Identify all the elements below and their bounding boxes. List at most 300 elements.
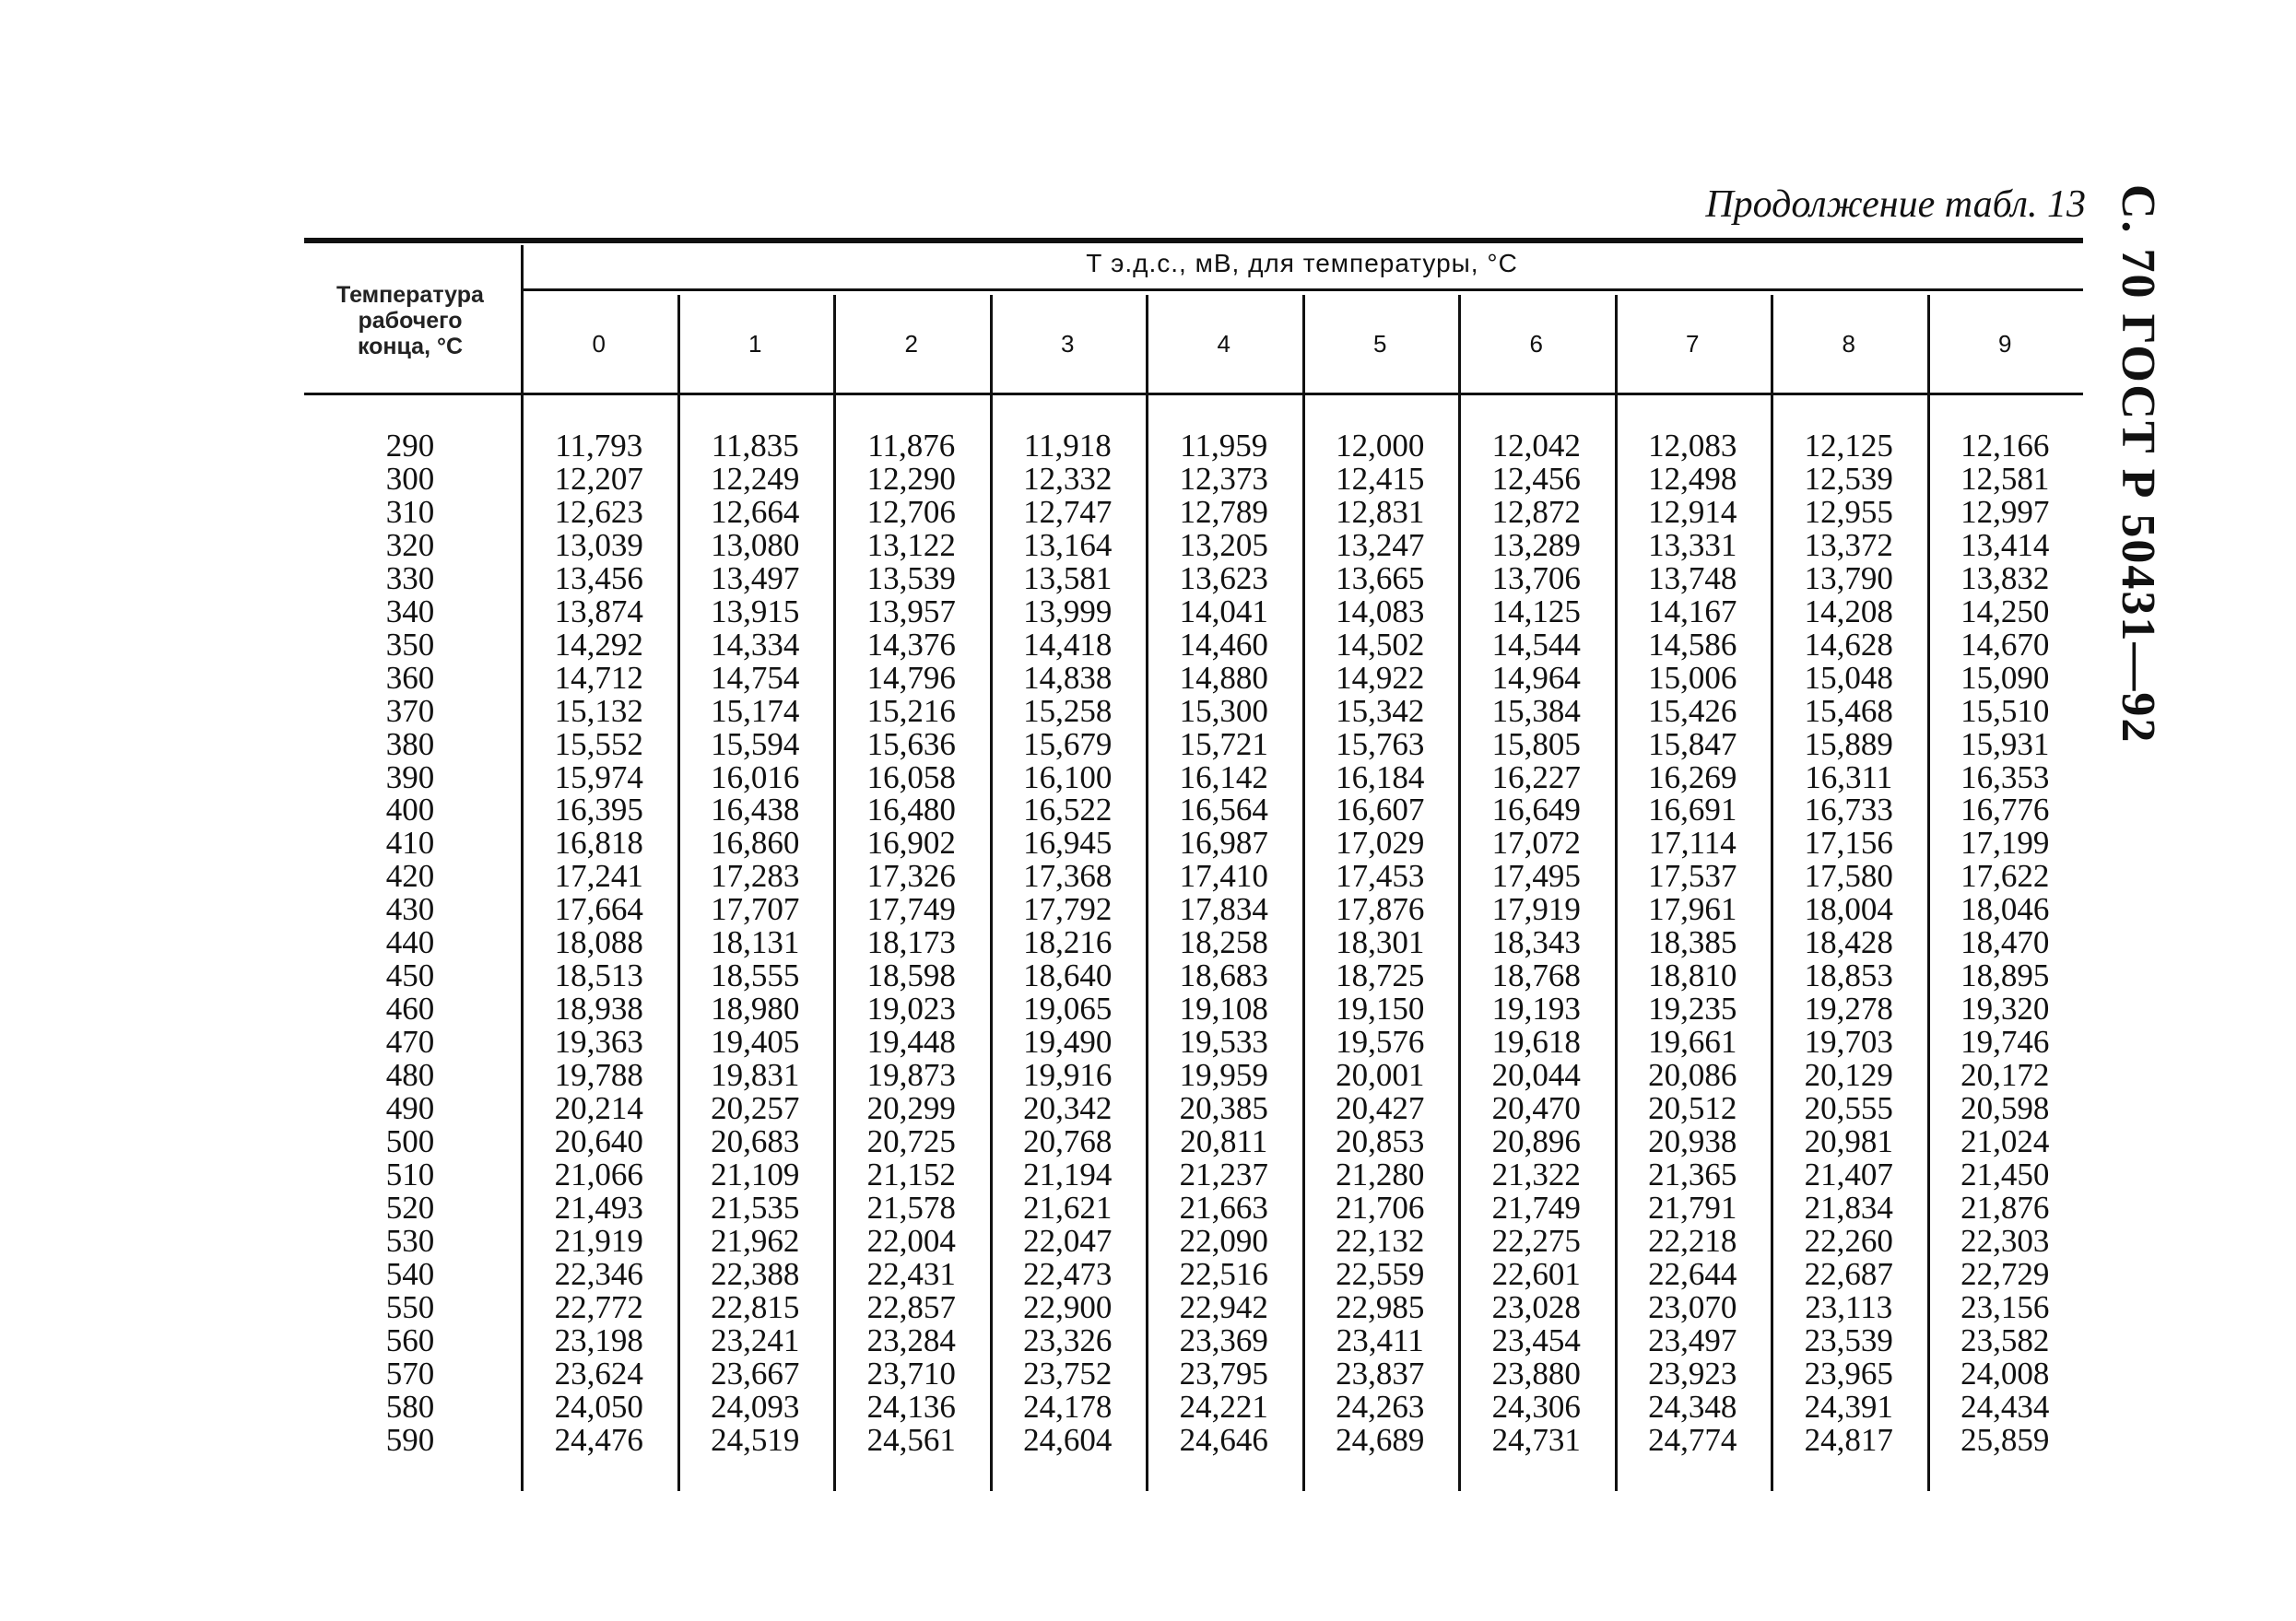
emf-value: 22,857	[866, 1288, 956, 1325]
emf-value: 13,372	[1804, 526, 1893, 563]
emf-value: 21,280	[1336, 1156, 1425, 1192]
row-temperature: 490	[385, 1090, 435, 1126]
emf-value: 17,156	[1804, 825, 1893, 862]
emf-value: 20,214	[554, 1090, 643, 1126]
emf-value: 17,876	[1336, 891, 1425, 928]
emf-value: 23,497	[1648, 1321, 1737, 1358]
emf-value: 14,796	[866, 659, 956, 696]
emf-value: 24,561	[866, 1421, 956, 1458]
emf-value: 14,670	[1960, 626, 2050, 663]
emf-value: 24,519	[711, 1421, 800, 1458]
emf-value: 18,004	[1804, 891, 1893, 928]
emf-value: 13,623	[1179, 559, 1268, 596]
emf-value: 23,923	[1648, 1355, 1737, 1392]
emf-value: 17,410	[1179, 858, 1268, 895]
emf-value: 13,164	[1023, 526, 1113, 563]
column-header-6: 6	[1529, 330, 1543, 358]
emf-value: 16,818	[554, 825, 643, 862]
emf-value: 22,815	[711, 1288, 800, 1325]
emf-value: 17,495	[1491, 858, 1581, 895]
emf-value: 18,258	[1179, 924, 1268, 961]
table-row	[304, 1288, 2083, 1325]
table-row	[304, 659, 2083, 696]
emf-value: 18,555	[711, 957, 800, 994]
emf-value: 18,216	[1023, 924, 1113, 961]
emf-value: 15,594	[711, 725, 800, 762]
emf-value: 13,039	[554, 526, 643, 563]
emf-value: 16,691	[1648, 792, 1737, 828]
emf-value: 21,535	[711, 1189, 800, 1226]
table-row	[304, 1092, 2083, 1125]
emf-value: 24,434	[1960, 1388, 2050, 1425]
emf-value: 13,581	[1023, 559, 1113, 596]
emf-value: 15,974	[554, 758, 643, 795]
emf-value: 24,646	[1179, 1421, 1268, 1458]
emf-value: 23,326	[1023, 1321, 1113, 1358]
emf-value: 12,000	[1336, 428, 1425, 464]
emf-value: 17,537	[1648, 858, 1737, 895]
emf-value: 19,150	[1336, 991, 1425, 1028]
emf-value: 20,129	[1804, 1057, 1893, 1094]
emf-value: 21,834	[1804, 1189, 1893, 1226]
emf-value: 13,957	[866, 593, 956, 629]
column-header-1: 1	[748, 330, 762, 358]
row-temperature: 480	[385, 1057, 435, 1094]
emf-value: 19,788	[554, 1057, 643, 1094]
emf-value: 18,301	[1336, 924, 1425, 961]
table-row	[304, 1059, 2083, 1092]
emf-value: 21,109	[711, 1156, 800, 1192]
emf-value: 23,539	[1804, 1321, 1893, 1358]
row-temperature: 470	[385, 1024, 435, 1061]
table-row	[304, 1388, 2083, 1425]
emf-value: 23,369	[1179, 1321, 1268, 1358]
emf-value: 18,895	[1960, 957, 2050, 994]
emf-value: 20,981	[1804, 1122, 1893, 1159]
emf-value: 12,166	[1960, 428, 2050, 464]
emf-value: 19,533	[1179, 1024, 1268, 1061]
emf-value: 15,258	[1023, 692, 1113, 729]
emf-value: 23,241	[711, 1321, 800, 1358]
emf-value: 18,683	[1179, 957, 1268, 994]
emf-value: 14,041	[1179, 593, 1268, 629]
emf-value: 14,544	[1491, 626, 1581, 663]
emf-value: 24,731	[1491, 1421, 1581, 1458]
table-row	[304, 1357, 2083, 1391]
emf-value: 19,490	[1023, 1024, 1113, 1061]
emf-value: 22,303	[1960, 1222, 2050, 1259]
emf-value: 17,199	[1960, 825, 2050, 862]
emf-value: 19,363	[554, 1024, 643, 1061]
emf-value: 23,667	[711, 1355, 800, 1392]
emf-value: 22,431	[866, 1255, 956, 1292]
emf-value: 18,088	[554, 924, 643, 961]
emf-value: 15,426	[1648, 692, 1737, 729]
emf-value: 18,980	[711, 991, 800, 1028]
emf-value: 21,407	[1804, 1156, 1893, 1192]
table-row	[304, 460, 2083, 497]
row-temperature: 390	[385, 758, 435, 795]
emf-value: 15,342	[1336, 692, 1425, 729]
row-temperature: 300	[385, 460, 435, 497]
row-temperature: 550	[385, 1288, 435, 1325]
emf-value: 20,427	[1336, 1090, 1425, 1126]
emf-value: 15,174	[711, 692, 800, 729]
emf-value: 16,353	[1960, 758, 2050, 795]
row-temperature: 540	[385, 1255, 435, 1292]
emf-value: 14,628	[1804, 626, 1893, 663]
table-row	[304, 1255, 2083, 1292]
table-row	[304, 993, 2083, 1026]
emf-value: 20,342	[1023, 1090, 1113, 1126]
row-temperature: 580	[385, 1388, 435, 1425]
emf-value: 14,167	[1648, 593, 1737, 629]
emf-value: 18,046	[1960, 891, 2050, 928]
emf-value: 17,114	[1648, 825, 1737, 862]
emf-value: 12,373	[1179, 460, 1268, 497]
table-row	[304, 758, 2083, 795]
emf-value: 12,997	[1960, 493, 2050, 530]
emf-value: 21,749	[1491, 1189, 1581, 1226]
row-temperature: 370	[385, 692, 435, 729]
emf-value: 15,847	[1648, 725, 1737, 762]
emf-value: 21,962	[711, 1222, 800, 1259]
emf-value: 24,008	[1960, 1355, 2050, 1392]
emf-value: 24,774	[1648, 1421, 1737, 1458]
emf-value: 16,058	[866, 758, 956, 795]
emf-value: 18,768	[1491, 957, 1581, 994]
emf-value: 13,665	[1336, 559, 1425, 596]
emf-value: 13,497	[711, 559, 800, 596]
emf-value: 20,725	[866, 1122, 956, 1159]
row-temperature: 450	[385, 957, 435, 994]
emf-value: 11,918	[1023, 428, 1112, 464]
stub-header-line: конца, °С	[357, 334, 464, 359]
table-row	[304, 526, 2083, 563]
emf-value: 22,346	[554, 1255, 643, 1292]
emf-value: 21,876	[1960, 1189, 2050, 1226]
emf-value: 19,618	[1491, 1024, 1581, 1061]
row-temperature: 360	[385, 659, 435, 696]
group-header-rule	[521, 288, 2083, 291]
emf-value: 17,072	[1491, 825, 1581, 862]
emf-value: 22,090	[1179, 1222, 1268, 1259]
emf-value: 13,748	[1648, 559, 1737, 596]
emf-value: 16,016	[711, 758, 800, 795]
table-row	[304, 1158, 2083, 1192]
table-row	[304, 827, 2083, 860]
emf-value: 14,125	[1491, 593, 1581, 629]
emf-value: 18,853	[1804, 957, 1893, 994]
emf-value: 15,636	[866, 725, 956, 762]
table-row	[304, 725, 2083, 762]
emf-value: 13,331	[1648, 526, 1737, 563]
emf-value: 21,322	[1491, 1156, 1581, 1192]
column-header-9: 9	[1998, 330, 2012, 358]
emf-value: 16,100	[1023, 758, 1113, 795]
row-temperature: 500	[385, 1122, 435, 1159]
column-header-8: 8	[1842, 330, 1855, 358]
emf-value: 15,552	[554, 725, 643, 762]
emf-value: 15,679	[1023, 725, 1113, 762]
row-temperature: 320	[385, 526, 435, 563]
emf-value: 17,664	[554, 891, 643, 928]
emf-value: 18,938	[554, 991, 643, 1028]
row-temperature: 380	[385, 725, 435, 762]
emf-value: 21,493	[554, 1189, 643, 1226]
emf-value: 14,208	[1804, 593, 1893, 629]
emf-value: 15,721	[1179, 725, 1268, 762]
emf-value: 12,125	[1804, 428, 1893, 464]
emf-value: 12,083	[1648, 428, 1737, 464]
emf-value: 23,880	[1491, 1355, 1581, 1392]
emf-value: 23,070	[1648, 1288, 1737, 1325]
row-temperature: 420	[385, 858, 435, 895]
emf-value: 19,448	[866, 1024, 956, 1061]
row-temperature: 530	[385, 1222, 435, 1259]
row-temperature: 590	[385, 1421, 435, 1458]
emf-value: 23,837	[1336, 1355, 1425, 1392]
emf-value: 22,729	[1960, 1255, 2050, 1292]
gost-page-label: С. 70 ГОСТ Р 50431—92	[2112, 184, 2164, 745]
emf-value: 12,623	[554, 493, 643, 530]
emf-value: 12,042	[1491, 428, 1581, 464]
emf-value: 15,132	[554, 692, 643, 729]
emf-value: 16,184	[1336, 758, 1425, 795]
emf-value: 14,964	[1491, 659, 1581, 696]
emf-value: 16,522	[1023, 792, 1113, 828]
emf-value: 19,959	[1179, 1057, 1268, 1094]
emf-value: 20,853	[1336, 1122, 1425, 1159]
table-row	[304, 860, 2083, 893]
emf-value: 22,900	[1023, 1288, 1113, 1325]
emf-value: 14,250	[1960, 593, 2050, 629]
emf-value: 20,640	[554, 1122, 643, 1159]
emf-value: 20,768	[1023, 1122, 1113, 1159]
emf-value: 21,450	[1960, 1156, 2050, 1192]
emf-value: 18,810	[1648, 957, 1737, 994]
emf-value: 24,178	[1023, 1388, 1113, 1425]
table-row	[304, 959, 2083, 993]
emf-value: 14,712	[554, 659, 643, 696]
emf-value: 18,385	[1648, 924, 1737, 961]
emf-value: 15,889	[1804, 725, 1893, 762]
emf-value: 22,260	[1804, 1222, 1893, 1259]
emf-value: 15,090	[1960, 659, 2050, 696]
emf-value: 17,961	[1648, 891, 1737, 928]
emf-value: 13,122	[866, 526, 956, 563]
table-row	[304, 926, 2083, 959]
table-row	[304, 692, 2083, 729]
emf-value: 22,601	[1491, 1255, 1581, 1292]
emf-value: 13,080	[711, 526, 800, 563]
emf-value: 21,919	[554, 1222, 643, 1259]
emf-value: 12,290	[866, 460, 956, 497]
emf-value: 16,902	[866, 825, 956, 862]
emf-value: 24,348	[1648, 1388, 1737, 1425]
emf-value: 15,805	[1491, 725, 1581, 762]
emf-value: 21,237	[1179, 1156, 1268, 1192]
emf-value: 23,752	[1023, 1355, 1113, 1392]
table-row	[304, 1026, 2083, 1059]
emf-value: 22,772	[554, 1288, 643, 1325]
emf-value: 23,156	[1960, 1288, 2050, 1325]
emf-value: 22,559	[1336, 1255, 1425, 1292]
emf-value: 13,874	[554, 593, 643, 629]
emf-value: 17,029	[1336, 825, 1425, 862]
emf-value: 19,703	[1804, 1024, 1893, 1061]
emf-value: 15,216	[866, 692, 956, 729]
emf-value: 14,334	[711, 626, 800, 663]
emf-value: 20,598	[1960, 1090, 2050, 1126]
emf-value: 19,661	[1648, 1024, 1737, 1061]
row-temperature: 400	[385, 792, 435, 828]
emf-value: 22,218	[1648, 1222, 1737, 1259]
emf-value: 14,083	[1336, 593, 1425, 629]
emf-value: 12,498	[1648, 460, 1737, 497]
emf-value: 22,047	[1023, 1222, 1113, 1259]
emf-value: 23,624	[554, 1355, 643, 1392]
emf-value: 19,405	[711, 1024, 800, 1061]
emf-value: 19,235	[1648, 991, 1737, 1028]
emf-value: 23,965	[1804, 1355, 1893, 1392]
row-temperature: 350	[385, 626, 435, 663]
emf-value: 24,050	[554, 1388, 643, 1425]
emf-value: 19,831	[711, 1057, 800, 1094]
group-header: Т э.д.с., мВ, для температуры, °С	[1086, 249, 1518, 277]
emf-value: 22,942	[1179, 1288, 1268, 1325]
table-row	[304, 595, 2083, 628]
emf-value: 16,776	[1960, 792, 2050, 828]
emf-value: 14,376	[866, 626, 956, 663]
emf-value: 16,227	[1491, 758, 1581, 795]
emf-value: 24,306	[1491, 1388, 1581, 1425]
emf-value: 20,001	[1336, 1057, 1425, 1094]
emf-value: 24,093	[711, 1388, 800, 1425]
emf-value: 18,725	[1336, 957, 1425, 994]
emf-value: 18,513	[554, 957, 643, 994]
emf-value: 12,789	[1179, 493, 1268, 530]
column-header-5: 5	[1373, 330, 1387, 358]
emf-value: 19,193	[1491, 991, 1581, 1028]
emf-value: 21,194	[1023, 1156, 1113, 1192]
emf-value: 21,621	[1023, 1189, 1113, 1226]
emf-value: 20,385	[1179, 1090, 1268, 1126]
emf-value: 24,604	[1023, 1421, 1113, 1458]
row-temperature: 440	[385, 924, 435, 961]
emf-value: 20,683	[711, 1122, 800, 1159]
emf-value: 20,896	[1491, 1122, 1581, 1159]
row-temperature: 410	[385, 825, 435, 862]
emf-value: 13,706	[1491, 559, 1581, 596]
emf-value: 21,791	[1648, 1189, 1737, 1226]
emf-value: 19,320	[1960, 991, 2050, 1028]
emf-value: 15,931	[1960, 725, 2050, 762]
emf-value: 13,832	[1960, 559, 2050, 596]
emf-value: 23,284	[866, 1321, 956, 1358]
emf-value: 24,136	[866, 1388, 956, 1425]
emf-value: 20,086	[1648, 1057, 1737, 1094]
emf-value: 21,365	[1648, 1156, 1737, 1192]
emf-value: 23,795	[1179, 1355, 1268, 1392]
emf-value: 22,687	[1804, 1255, 1893, 1292]
emf-value: 19,278	[1804, 991, 1893, 1028]
emf-value: 21,066	[554, 1156, 643, 1192]
emf-value: 23,411	[1336, 1321, 1424, 1358]
emf-value: 13,205	[1179, 526, 1268, 563]
emf-value: 20,172	[1960, 1057, 2050, 1094]
emf-value: 14,838	[1023, 659, 1113, 696]
emf-value: 20,938	[1648, 1122, 1737, 1159]
row-temperature: 340	[385, 593, 435, 629]
emf-value: 13,539	[866, 559, 956, 596]
table-row	[304, 793, 2083, 827]
emf-value: 21,706	[1336, 1189, 1425, 1226]
emf-value: 13,456	[554, 559, 643, 596]
emf-value: 14,502	[1336, 626, 1425, 663]
emf-value: 14,418	[1023, 626, 1113, 663]
emf-value: 13,247	[1336, 526, 1425, 563]
emf-value: 19,916	[1023, 1057, 1113, 1094]
emf-value: 12,914	[1648, 493, 1737, 530]
row-temperature: 460	[385, 991, 435, 1028]
emf-value: 21,152	[866, 1156, 956, 1192]
emf-value: 18,470	[1960, 924, 2050, 961]
thermo-emf-table	[304, 238, 2083, 1491]
stub-header	[304, 282, 516, 359]
emf-value: 24,476	[554, 1421, 643, 1458]
emf-value: 14,754	[711, 659, 800, 696]
emf-value: 21,663	[1179, 1189, 1268, 1226]
emf-value: 24,817	[1804, 1421, 1893, 1458]
emf-value: 14,460	[1179, 626, 1268, 663]
emf-value: 16,311	[1805, 758, 1893, 795]
emf-value: 13,790	[1804, 559, 1893, 596]
emf-value: 12,872	[1491, 493, 1581, 530]
emf-value: 17,241	[554, 858, 643, 895]
table-row	[304, 1122, 2083, 1159]
emf-value: 18,640	[1023, 957, 1113, 994]
emf-value: 17,919	[1491, 891, 1581, 928]
emf-value: 20,512	[1648, 1090, 1737, 1126]
emf-value: 12,831	[1336, 493, 1425, 530]
column-header-2: 2	[904, 330, 918, 358]
column-header-4: 4	[1217, 330, 1230, 358]
emf-value: 17,326	[866, 858, 956, 895]
emf-value: 17,368	[1023, 858, 1113, 895]
row-temperature: 330	[385, 559, 435, 596]
emf-value: 14,922	[1336, 659, 1425, 696]
emf-value: 20,811	[1180, 1122, 1268, 1159]
row-temperature: 510	[385, 1156, 435, 1192]
emf-value: 13,414	[1960, 526, 2050, 563]
emf-value: 24,221	[1179, 1388, 1268, 1425]
emf-value: 17,283	[711, 858, 800, 895]
stub-header-line: Температура	[336, 282, 484, 308]
emf-value: 12,581	[1960, 460, 2050, 497]
emf-value: 12,332	[1023, 460, 1113, 497]
emf-value: 16,142	[1179, 758, 1268, 795]
emf-value: 20,257	[711, 1090, 800, 1126]
emf-value: 24,689	[1336, 1421, 1425, 1458]
table-row	[304, 493, 2083, 530]
emf-value: 12,706	[866, 493, 956, 530]
emf-value: 22,132	[1336, 1222, 1425, 1259]
emf-value: 12,415	[1336, 460, 1425, 497]
row-temperature: 430	[385, 891, 435, 928]
row-temperature: 520	[385, 1189, 435, 1226]
emf-value: 15,384	[1491, 692, 1581, 729]
